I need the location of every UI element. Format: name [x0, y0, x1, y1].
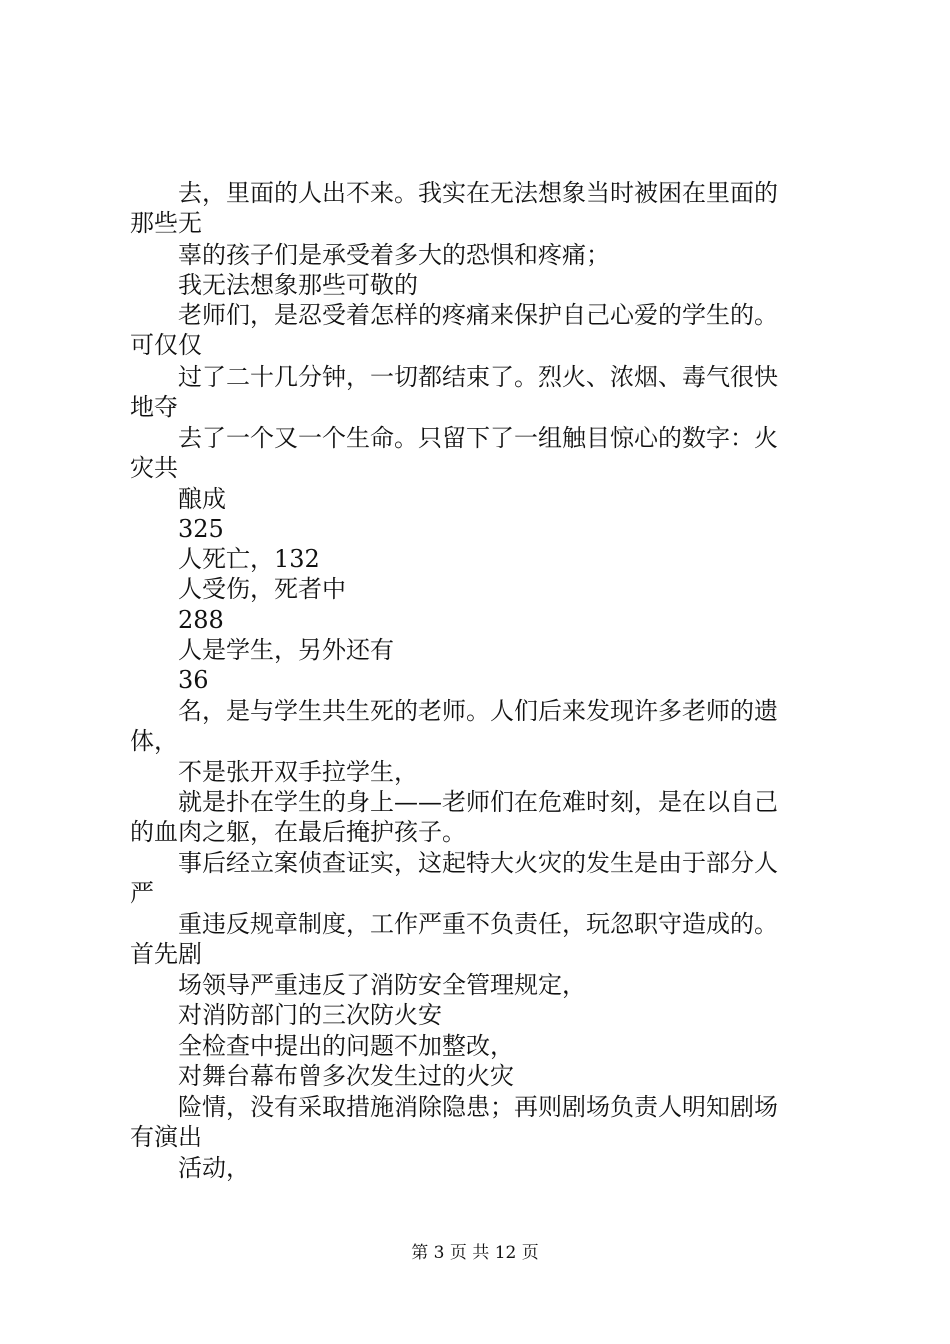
page-number-footer: 第 3 页 共 12 页 — [411, 1243, 539, 1263]
text-line: 辜的孩子们是承受着多大的恐惧和疼痛； — [178, 241, 610, 269]
text-line: 名，是与学生共生死的老师。人们后来发现许多老师的遗 — [178, 697, 778, 725]
text-line: 严 — [130, 879, 154, 907]
text-line: 事后经立案侦查证实，这起特大火灾的发生是由于部分人 — [178, 849, 778, 877]
text-line: 325 — [178, 515, 224, 543]
text-line: 重违反规章制度，工作严重不负责任，玩忽职守造成的。 — [178, 910, 778, 938]
text-line: 去，里面的人出不来。我实在无法想象当时被困在里面的 — [178, 179, 778, 207]
text-line: 体， — [130, 727, 178, 755]
text-line: 险情，没有采取措施消除隐患；再则剧场负责人明知剧场 — [178, 1093, 778, 1121]
text-line: 不是张开双手拉学生， — [178, 758, 418, 786]
text-line: 活动， — [178, 1154, 250, 1182]
text-line: 人受伤，死者中 — [178, 575, 346, 603]
text-line: 有演出 — [130, 1123, 202, 1151]
text-line: 就是扑在学生的身上——老师们在危难时刻，是在以自己 — [178, 788, 778, 816]
text-line: 去了一个又一个生命。只留下了一组触目惊心的数字：火 — [178, 424, 778, 452]
text-line: 人死亡，132 — [178, 545, 320, 573]
text-line: 对消防部门的三次防火安 — [178, 1001, 442, 1029]
text-line: 对舞台幕布曾多次发生过的火灾 — [178, 1062, 514, 1090]
text-line: 那些无 — [130, 209, 202, 237]
text-line: 36 — [178, 666, 209, 694]
text-line: 288 — [178, 606, 224, 634]
text-line: 场领导严重违反了消防安全管理规定， — [178, 971, 586, 999]
text-line: 全检查中提出的问题不加整改， — [178, 1032, 514, 1060]
text-line: 人是学生，另外还有 — [178, 636, 394, 664]
text-line: 地夺 — [130, 393, 178, 421]
text-line: 灾共 — [130, 454, 178, 482]
text-line: 首先剧 — [130, 940, 202, 968]
text-line: 可仅仅 — [130, 331, 202, 359]
text-line: 酿成 — [178, 485, 226, 513]
text-line: 的血肉之躯，在最后掩护孩子。 — [130, 818, 466, 846]
text-line: 我无法想象那些可敬的 — [178, 271, 418, 299]
text-line: 老师们，是忍受着怎样的疼痛来保护自己心爱的学生的。 — [178, 301, 778, 329]
text-line: 过了二十几分钟，一切都结束了。烈火、浓烟、毒气很快 — [178, 363, 778, 391]
